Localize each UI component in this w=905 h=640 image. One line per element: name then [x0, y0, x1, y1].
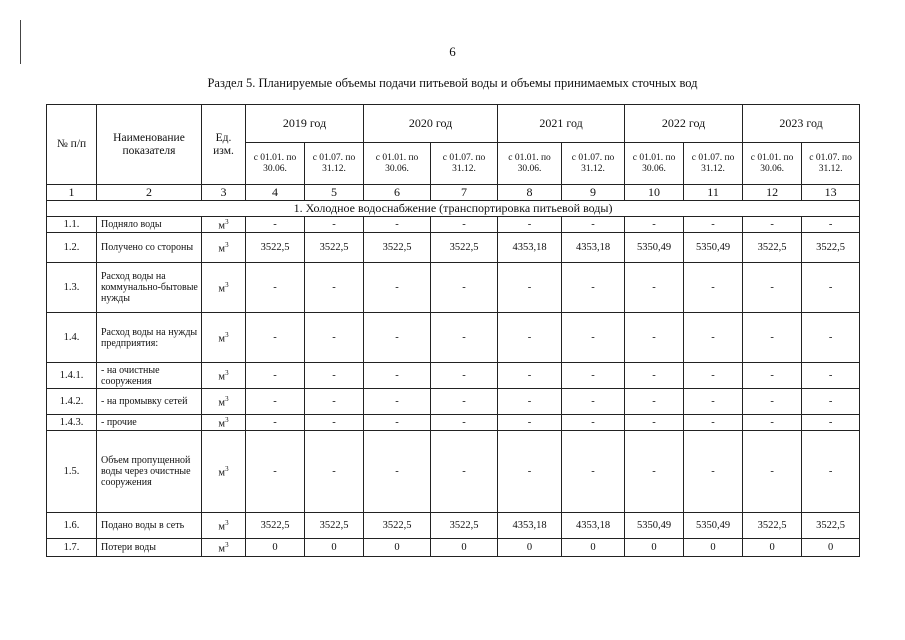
value-cell: 0 — [246, 539, 305, 557]
value-cell: 5350,49 — [684, 233, 743, 263]
value-cell: - — [684, 263, 743, 313]
water-volume-table — [46, 104, 860, 557]
row-unit — [202, 313, 246, 363]
row-number: 1.4.3. — [47, 415, 97, 431]
unit-text: м — [218, 243, 226, 255]
value-cell: 5350,49 — [625, 513, 684, 539]
row-number: 1.7. — [47, 539, 97, 557]
table-row — [47, 415, 860, 431]
value-cell: - — [743, 363, 802, 389]
value-cell: - — [305, 217, 364, 233]
value-cell: - — [562, 217, 625, 233]
value-cell: - — [364, 263, 431, 313]
unit-superscript: 3 — [225, 369, 229, 378]
col-header-unit: Ед. изм. — [202, 105, 246, 185]
row-number: 1.4.2. — [47, 389, 97, 415]
value-cell: - — [246, 431, 305, 513]
row-name: Расход воды на нужды предприятия: — [97, 313, 202, 363]
value-cell: - — [431, 389, 498, 415]
value-cell: 3522,5 — [743, 513, 802, 539]
col-header-name: Наименование показателя — [97, 105, 202, 185]
year-header: 2021 год — [498, 105, 625, 143]
value-cell: - — [562, 389, 625, 415]
value-cell: - — [431, 263, 498, 313]
value-cell: - — [743, 415, 802, 431]
value-cell: 0 — [431, 539, 498, 557]
row-unit — [202, 363, 246, 389]
column-number: 5 — [305, 185, 364, 201]
value-cell: 4353,18 — [562, 513, 625, 539]
section-heading: Раздел 5. Планируемые объемы подачи питьевой воды и объемы принимаемых сточных вод — [207, 76, 698, 90]
value-cell: - — [364, 363, 431, 389]
unit-superscript: 3 — [225, 281, 229, 290]
row-number: 1.4. — [47, 313, 97, 363]
value-cell: - — [431, 217, 498, 233]
value-cell: - — [498, 363, 562, 389]
value-cell: - — [743, 389, 802, 415]
value-cell: - — [246, 313, 305, 363]
year-header: 2020 год — [364, 105, 498, 143]
value-cell: - — [498, 217, 562, 233]
value-cell: - — [625, 363, 684, 389]
value-cell: - — [431, 431, 498, 513]
value-cell: 3522,5 — [431, 233, 498, 263]
value-cell: 5350,49 — [625, 233, 684, 263]
column-number: 11 — [684, 185, 743, 201]
value-cell: - — [246, 389, 305, 415]
column-number: 6 — [364, 185, 431, 201]
row-name: - прочие — [97, 415, 202, 431]
section-title: 1. Холодное водоснабжение (транспортировка питьевой воды) — [47, 201, 860, 217]
value-cell: - — [562, 313, 625, 363]
value-cell: - — [562, 263, 625, 313]
row-unit — [202, 233, 246, 263]
value-cell: - — [802, 363, 860, 389]
period-header-h2: с 01.07. по 31.12. — [431, 143, 498, 185]
value-cell: 3522,5 — [305, 513, 364, 539]
value-cell: - — [305, 263, 364, 313]
unit-superscript: 3 — [225, 241, 229, 250]
column-number: 3 — [202, 185, 246, 201]
value-cell: - — [684, 415, 743, 431]
unit-text: м — [218, 397, 226, 409]
value-cell: 0 — [305, 539, 364, 557]
unit-text: м — [218, 467, 226, 479]
row-number: 1.4.1. — [47, 363, 97, 389]
value-cell: 3522,5 — [364, 513, 431, 539]
value-cell: - — [802, 389, 860, 415]
value-cell: - — [802, 313, 860, 363]
unit-superscript: 3 — [225, 465, 229, 474]
table-row — [47, 217, 860, 233]
table-row — [47, 233, 860, 263]
value-cell: 3522,5 — [305, 233, 364, 263]
table-row — [47, 389, 860, 415]
period-header-h2: с 01.07. по 31.12. — [684, 143, 743, 185]
table-row — [47, 513, 860, 539]
column-number: 12 — [743, 185, 802, 201]
unit-superscript: 3 — [225, 331, 229, 340]
table-row — [47, 431, 860, 513]
value-cell: - — [684, 389, 743, 415]
table-row — [47, 363, 860, 389]
column-number: 10 — [625, 185, 684, 201]
unit-text: м — [218, 418, 226, 430]
value-cell: 5350,49 — [684, 513, 743, 539]
value-cell: - — [305, 389, 364, 415]
row-name: Объем пропущенной воды через очистные сооружения — [97, 431, 202, 513]
value-cell: 3522,5 — [246, 233, 305, 263]
value-cell: 0 — [802, 539, 860, 557]
value-cell: - — [305, 313, 364, 363]
column-number: 9 — [562, 185, 625, 201]
row-unit — [202, 389, 246, 415]
unit-text: м — [218, 543, 226, 555]
column-number: 1 — [47, 185, 97, 201]
value-cell: - — [364, 415, 431, 431]
value-cell: 0 — [743, 539, 802, 557]
row-name: Получено со стороны — [97, 233, 202, 263]
row-unit — [202, 513, 246, 539]
value-cell: - — [364, 313, 431, 363]
table-row — [47, 313, 860, 363]
value-cell: - — [498, 415, 562, 431]
unit-superscript: 3 — [225, 519, 229, 528]
value-cell: - — [498, 389, 562, 415]
value-cell: 0 — [364, 539, 431, 557]
value-cell: - — [246, 217, 305, 233]
value-cell: - — [498, 431, 562, 513]
row-name: Подано воды в сеть — [97, 513, 202, 539]
period-header-h1: с 01.01. по 30.06. — [743, 143, 802, 185]
value-cell: 0 — [562, 539, 625, 557]
row-name: - на промывку сетей — [97, 389, 202, 415]
value-cell: - — [743, 217, 802, 233]
value-cell: - — [684, 363, 743, 389]
value-cell: - — [364, 431, 431, 513]
period-header-h2: с 01.07. по 31.12. — [802, 143, 860, 185]
unit-text: м — [218, 220, 226, 232]
col-header-num: № п/п — [47, 105, 97, 185]
unit-text: м — [218, 521, 226, 533]
value-cell: 0 — [498, 539, 562, 557]
value-cell: - — [802, 217, 860, 233]
unit-superscript: 3 — [225, 395, 229, 404]
value-cell: 3522,5 — [431, 513, 498, 539]
value-cell: - — [625, 431, 684, 513]
value-cell: - — [364, 389, 431, 415]
value-cell: - — [562, 431, 625, 513]
row-unit — [202, 263, 246, 313]
value-cell: - — [305, 415, 364, 431]
value-cell: - — [743, 431, 802, 513]
value-cell: - — [364, 217, 431, 233]
row-number: 1.2. — [47, 233, 97, 263]
value-cell: - — [562, 363, 625, 389]
value-cell: - — [684, 431, 743, 513]
row-number: 1.5. — [47, 431, 97, 513]
value-cell: - — [246, 263, 305, 313]
value-cell: 4353,18 — [498, 233, 562, 263]
value-cell: - — [498, 263, 562, 313]
period-header-h1: с 01.01. по 30.06. — [364, 143, 431, 185]
value-cell: - — [431, 363, 498, 389]
value-cell: - — [802, 263, 860, 313]
table-row — [47, 539, 860, 557]
row-name: Подняло воды — [97, 217, 202, 233]
value-cell: - — [625, 263, 684, 313]
column-number: 7 — [431, 185, 498, 201]
row-name: Расход воды на коммунально-бытовые нужды — [97, 263, 202, 313]
value-cell: 0 — [684, 539, 743, 557]
period-header-h2: с 01.07. по 31.12. — [562, 143, 625, 185]
row-unit — [202, 539, 246, 557]
unit-superscript: 3 — [225, 541, 229, 550]
value-cell: - — [625, 313, 684, 363]
value-cell: - — [684, 217, 743, 233]
value-cell: - — [431, 313, 498, 363]
page-number: 6 — [449, 44, 456, 59]
unit-text: м — [218, 283, 226, 295]
value-cell: 4353,18 — [562, 233, 625, 263]
value-cell: 3522,5 — [743, 233, 802, 263]
value-cell: - — [802, 431, 860, 513]
row-number: 1.1. — [47, 217, 97, 233]
column-number: 13 — [802, 185, 860, 201]
value-cell: 3522,5 — [802, 233, 860, 263]
value-cell: 4353,18 — [498, 513, 562, 539]
column-number: 2 — [97, 185, 202, 201]
row-number: 1.3. — [47, 263, 97, 313]
year-header: 2022 год — [625, 105, 743, 143]
table-row — [47, 263, 860, 313]
value-cell: - — [625, 217, 684, 233]
value-cell: 3522,5 — [246, 513, 305, 539]
value-cell: - — [562, 415, 625, 431]
year-header: 2019 год — [246, 105, 364, 143]
unit-text: м — [218, 371, 226, 383]
value-cell: 3522,5 — [802, 513, 860, 539]
unit-superscript: 3 — [225, 218, 229, 227]
row-name: - на очистные сооружения — [97, 363, 202, 389]
row-number: 1.6. — [47, 513, 97, 539]
value-cell: - — [305, 431, 364, 513]
unit-superscript: 3 — [225, 416, 229, 425]
unit-text: м — [218, 333, 226, 345]
value-cell: - — [743, 263, 802, 313]
row-unit — [202, 415, 246, 431]
row-name: Потери воды — [97, 539, 202, 557]
value-cell: - — [625, 389, 684, 415]
column-number: 4 — [246, 185, 305, 201]
value-cell: - — [431, 415, 498, 431]
value-cell: - — [246, 363, 305, 389]
value-cell: - — [684, 313, 743, 363]
value-cell: - — [305, 363, 364, 389]
value-cell: - — [246, 415, 305, 431]
period-header-h1: с 01.01. по 30.06. — [246, 143, 305, 185]
row-unit — [202, 217, 246, 233]
value-cell: 3522,5 — [364, 233, 431, 263]
value-cell: - — [743, 313, 802, 363]
period-header-h1: с 01.01. по 30.06. — [498, 143, 562, 185]
value-cell: 0 — [625, 539, 684, 557]
period-header-h1: с 01.01. по 30.06. — [625, 143, 684, 185]
row-unit — [202, 431, 246, 513]
period-header-h2: с 01.07. по 31.12. — [305, 143, 364, 185]
value-cell: - — [625, 415, 684, 431]
column-number: 8 — [498, 185, 562, 201]
year-header: 2023 год — [743, 105, 860, 143]
value-cell: - — [802, 415, 860, 431]
value-cell: - — [498, 313, 562, 363]
